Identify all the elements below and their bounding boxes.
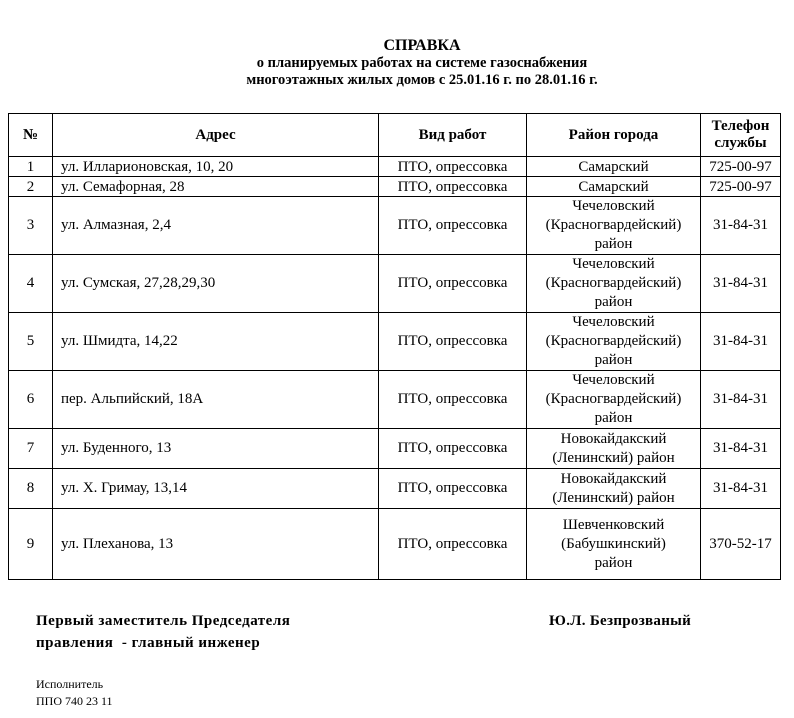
executor-block <box>36 676 113 710</box>
cell-address: ул. Плеханова, 13 <box>53 509 379 580</box>
cell-district <box>527 429 701 469</box>
cell-num: 8 <box>9 469 53 509</box>
district-line: Чечеловский <box>572 314 655 330</box>
district-line: район <box>594 554 633 571</box>
cell-phone: 725-00-97 <box>701 157 781 177</box>
signature-position-line1: Первый заместитель Председателя <box>36 613 291 629</box>
table-row <box>9 157 781 177</box>
district-line: (Ленинский) район <box>552 449 675 466</box>
table-row <box>9 371 781 429</box>
cell-work: ПТО, опрессовка <box>379 177 527 197</box>
cell-address: ул. Сумская, 27,28,29,30 <box>53 255 379 313</box>
table-row <box>9 313 781 371</box>
document-header <box>0 36 794 89</box>
cell-num: 5 <box>9 313 53 371</box>
district-line: Новокайдакский <box>560 430 667 447</box>
cell-phone: 31-84-31 <box>701 255 781 313</box>
cell-address: пер. Альпийский, 18А <box>53 371 379 429</box>
column-header-address: Адрес <box>53 114 379 157</box>
district-line: район <box>594 236 633 252</box>
cell-district <box>527 157 701 177</box>
table-row <box>9 429 781 469</box>
district-line: Чечеловский <box>572 256 655 272</box>
cell-address: ул. Буденного, 13 <box>53 429 379 469</box>
cell-num: 4 <box>9 255 53 313</box>
cell-address: ул. Х. Гримау, 13,14 <box>53 469 379 509</box>
cell-phone: 725-00-97 <box>701 177 781 197</box>
district-line: (Красногвардейский) <box>545 275 682 291</box>
cell-num: 2 <box>9 177 53 197</box>
cell-work: ПТО, опрессовка <box>379 157 527 177</box>
document-title: СПРАВКА <box>383 37 461 54</box>
cell-address: ул. Шмидта, 14,22 <box>53 313 379 371</box>
cell-district <box>527 469 701 509</box>
district-line: (Красногвардейский) <box>545 333 682 349</box>
column-header-district: Район города <box>527 114 701 157</box>
works-table <box>8 113 781 580</box>
cell-district <box>527 313 701 371</box>
district-line: (Красногвардейский) <box>545 391 682 407</box>
cell-address: ул. Алмазная, 2,4 <box>53 197 379 255</box>
cell-phone: 31-84-31 <box>701 313 781 371</box>
cell-num: 6 <box>9 371 53 429</box>
district-line: Шевченковский <box>562 516 665 533</box>
column-header-phone-line1: Телефон <box>711 118 770 134</box>
cell-phone: 31-84-31 <box>701 429 781 469</box>
signature-name: Ю.Л. Безпрозваный <box>549 613 692 629</box>
district-line: Чечеловский <box>572 198 655 214</box>
cell-work: ПТО, опрессовка <box>379 509 527 580</box>
cell-num: 1 <box>9 157 53 177</box>
cell-district <box>527 197 701 255</box>
cell-work: ПТО, опрессовка <box>379 197 527 255</box>
table-body <box>9 157 781 580</box>
executor-label: Исполнитель <box>36 677 104 691</box>
document-subtitle-line1: о планируемых работах на системе газоснабжения <box>256 55 588 71</box>
cell-district <box>527 255 701 313</box>
district-line: Самарский <box>578 178 649 195</box>
cell-num: 9 <box>9 509 53 580</box>
cell-district <box>527 509 701 580</box>
district-line: район <box>594 352 633 368</box>
cell-district <box>527 177 701 197</box>
table-row <box>9 255 781 313</box>
table-row <box>9 469 781 509</box>
cell-phone: 370-52-17 <box>701 509 781 580</box>
executor-phone: ППО 740 23 11 <box>36 694 113 708</box>
district-line: Самарский <box>578 158 649 175</box>
cell-address: ул. Илларионовская, 10, 20 <box>53 157 379 177</box>
cell-phone: 31-84-31 <box>701 197 781 255</box>
cell-work: ПТО, опрессовка <box>379 255 527 313</box>
table-row <box>9 197 781 255</box>
cell-num: 3 <box>9 197 53 255</box>
district-line: (Красногвардейский) <box>545 217 682 233</box>
cell-district <box>527 371 701 429</box>
cell-work: ПТО, опрессовка <box>379 371 527 429</box>
cell-phone: 31-84-31 <box>701 469 781 509</box>
document-subtitle-line2: многоэтажных жилых домов с 25.01.16 г. по 28.01.16 г. <box>246 72 598 88</box>
cell-work: ПТО, опрессовка <box>379 429 527 469</box>
column-header-phone-line2: службы <box>714 135 767 151</box>
cell-address: ул. Семафорная, 28 <box>53 177 379 197</box>
table-row <box>9 509 781 580</box>
cell-work: ПТО, опрессовка <box>379 469 527 509</box>
district-line: Чечеловский <box>572 372 655 388</box>
cell-num: 7 <box>9 429 53 469</box>
column-header-work: Вид работ <box>379 114 527 157</box>
signature-position <box>36 610 290 654</box>
table-row <box>9 177 781 197</box>
cell-phone: 31-84-31 <box>701 371 781 429</box>
column-header-phone <box>701 114 781 157</box>
district-line: Новокайдакский <box>560 470 667 487</box>
district-line: район <box>594 294 633 310</box>
district-line: (Ленинский) район <box>552 489 675 506</box>
district-line: (Бабушкинский) <box>561 535 666 552</box>
signature-position-line2: правления - главный инженер <box>36 635 261 651</box>
district-line: район <box>594 410 633 426</box>
column-header-num: № <box>9 114 53 157</box>
cell-work: ПТО, опрессовка <box>379 313 527 371</box>
table-header-row <box>9 114 781 157</box>
